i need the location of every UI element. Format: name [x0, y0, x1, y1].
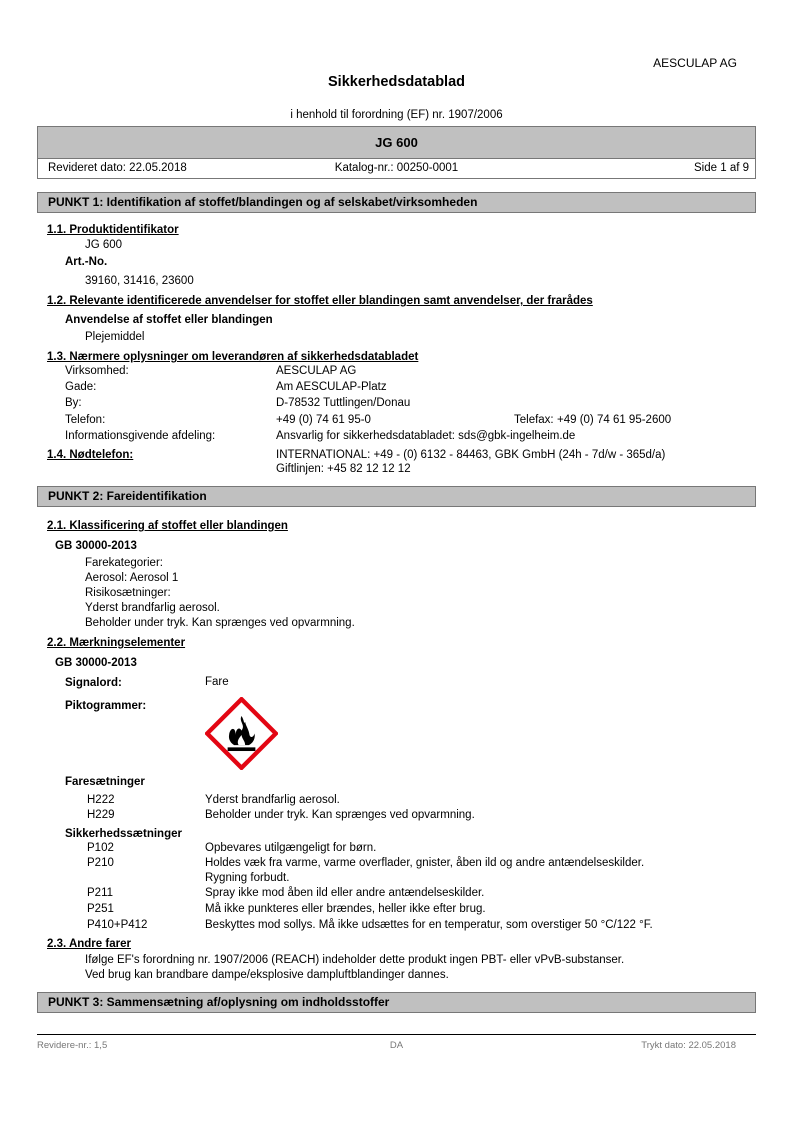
- precaution-text: Rygning forbudt.: [205, 872, 290, 884]
- emergency-line-1: INTERNATIONAL: +49 - (0) 6132 - 84463, GBK GmbH (24h - 7d/w - 365d/a): [276, 449, 666, 461]
- precaution-text: Må ikke punkteres eller brændes, heller ikke efter brug.: [205, 903, 486, 915]
- catalog-number: Katalog-nr.: 00250-0001: [334, 162, 459, 174]
- document-title: Sikkerhedsdatablad: [328, 74, 465, 90]
- heading-1-3: 1.3. Nærmere oplysninger om leverandøren af sikkerhedsdatabladet: [47, 351, 419, 363]
- precaution-text: Spray ikke mod åben ild eller andre antændelseskilder.: [205, 887, 485, 899]
- footer-print-date: Trykt dato: 22.05.2018: [641, 1040, 736, 1051]
- street-value: Am AESCULAP-Platz: [276, 381, 387, 393]
- product-header-box: [37, 126, 756, 179]
- artno-value: 39160, 31416, 23600: [85, 275, 194, 287]
- street-label: Gade:: [65, 381, 97, 393]
- hazard-code: H229: [87, 809, 115, 821]
- hazard-text: Beholder under tryk. Kan sprænges ved opvarmning.: [205, 809, 475, 821]
- page-number: Side 1 af 9: [694, 162, 749, 174]
- info-value: Ansvarlig for sikkerhedsdatabladet: sds@gbk-ingelheim.de: [276, 430, 576, 442]
- precaution-code: P102: [87, 842, 114, 854]
- footer-divider: [37, 1034, 756, 1035]
- fax-label: Telefax:: [514, 414, 554, 426]
- section-3-bar: PUNKT 3: Sammensætning af/oplysning om indholdsstoffer: [37, 992, 756, 1013]
- product-name: JG 600: [38, 127, 755, 159]
- company-value: AESCULAP AG: [276, 365, 357, 377]
- artno-label: Art.-No.: [65, 256, 108, 268]
- hazard-statements-label: Faresætninger: [65, 776, 145, 788]
- heading-1-4: 1.4. Nødtelefon:: [47, 449, 134, 461]
- hazard-code: H222: [87, 794, 115, 806]
- precaution-code: P410+P412: [87, 919, 148, 931]
- class-line: Risikosætninger:: [85, 587, 171, 599]
- heading-1-1: 1.1. Produktidentifikator: [47, 224, 179, 236]
- phone-label: Telefon:: [65, 414, 106, 426]
- precaution-text: Opbevares utilgængeligt for børn.: [205, 842, 377, 854]
- document-subtitle: i henhold til forordning (EF) nr. 1907/2006: [290, 109, 503, 121]
- other-hazards-line-2: Ved brug kan brandbare dampe/eksplosive dampluftblandinger dannes.: [85, 969, 449, 981]
- heading-2-1: 2.1. Klassificering af stoffet eller blandingen: [47, 520, 288, 532]
- fax-value: +49 (0) 74 61 95-2600: [557, 414, 672, 426]
- other-hazards-line-1: Ifølge EF's forordning nr. 1907/2006 (REACH) indeholder dette produkt ingen PBT- eller vPvB-substanser.: [85, 954, 625, 966]
- section-2-bar: PUNKT 2: Fareidentifikation: [37, 486, 756, 507]
- heading-2-2: 2.2. Mærkningselementer: [47, 637, 186, 649]
- precaution-code: P251: [87, 903, 114, 915]
- heading-2-3: 2.3. Andre farer: [47, 938, 131, 950]
- class-line: Farekategorier:: [85, 557, 163, 569]
- info-label: Informationsgivende afdeling:: [65, 430, 216, 442]
- precaution-text: Beskyttes mod sollys. Må ikke udsættes for en temperatur, som overstiger 50 °C/122 °F.: [205, 919, 653, 931]
- product-identifier: JG 600: [85, 239, 123, 251]
- signal-word-label: Signalord:: [65, 677, 122, 689]
- use-value: Plejemiddel: [85, 331, 145, 343]
- footer-language: DA: [389, 1040, 404, 1051]
- standard-label-2: GB 30000-2013: [55, 657, 137, 669]
- precaution-code: P210: [87, 857, 114, 869]
- phone-value: +49 (0) 74 61 95-0: [276, 414, 371, 426]
- class-line: Beholder under tryk. Kan sprænges ved opvarmning.: [85, 617, 355, 629]
- class-line: Aerosol: Aerosol 1: [85, 572, 179, 584]
- flame-icon: [205, 697, 278, 770]
- standard-label-1: GB 30000-2013: [55, 540, 137, 552]
- pictogram-label: Piktogrammer:: [65, 700, 147, 712]
- class-line: Yderst brandfarlig aerosol.: [85, 602, 220, 614]
- city-label: By:: [65, 397, 82, 409]
- precaution-code: P211: [87, 887, 114, 899]
- precautionary-statements-label: Sikkerhedssætninger: [65, 828, 182, 840]
- company-name: AESCULAP AG: [653, 56, 737, 70]
- emergency-line-2: Giftlinjen: +45 82 12 12 12: [276, 463, 411, 475]
- precaution-text: Holdes væk fra varme, varme overflader, gnister, åben ild og andre antændelseskilder.: [205, 857, 645, 869]
- section-1-bar: PUNKT 1: Identifikation af stoffet/blandingen og af selskabet/virksomheden: [37, 192, 756, 213]
- heading-1-2: 1.2. Relevante identificerede anvendelser for stoffet eller blandingen samt anvendelser, der frarådes: [47, 295, 593, 307]
- hazard-text: Yderst brandfarlig aerosol.: [205, 794, 340, 806]
- city-value: D-78532 Tuttlingen/Donau: [276, 397, 411, 409]
- footer-revision: Revidere-nr.: 1,5: [37, 1040, 108, 1051]
- signal-word-value: Fare: [205, 676, 229, 688]
- company-label: Virksomhed:: [65, 365, 129, 377]
- revised-date: Revideret dato: 22.05.2018: [48, 162, 187, 174]
- use-label: Anvendelse af stoffet eller blandingen: [65, 314, 273, 326]
